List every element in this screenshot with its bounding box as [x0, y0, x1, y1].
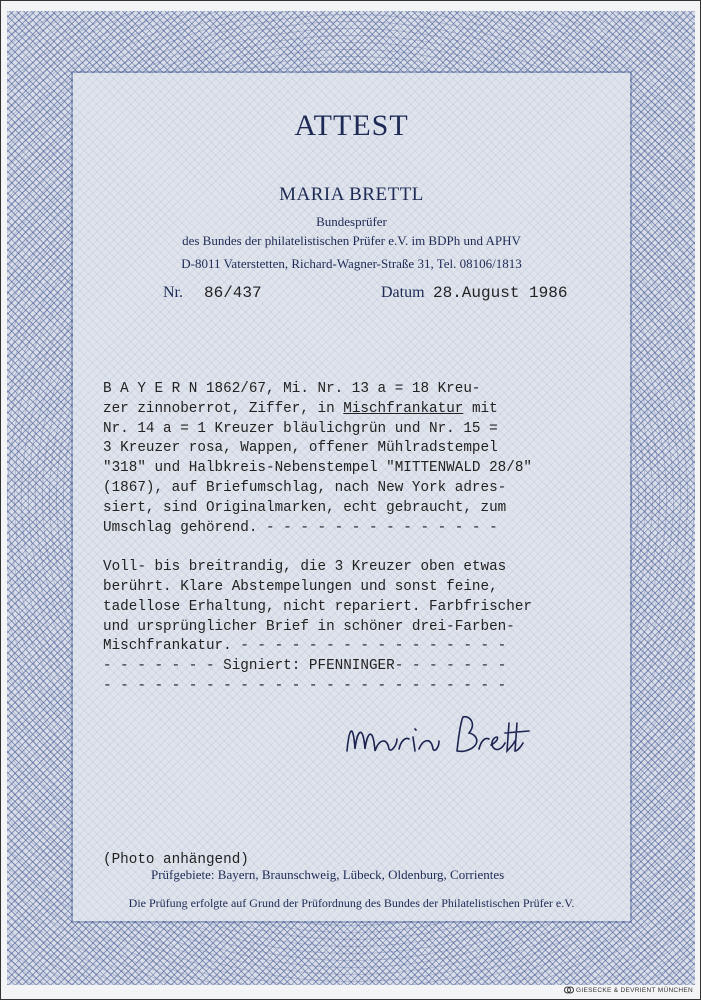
footer-note: Die Prüfung erfolgte auf Grund der Prüfordnung des Bundes der Philatelistischen Prüfer e.V. — [128, 896, 575, 910]
examination-areas: Prüfgebiete: Bayern, Braunschweig, Lübeck, Oldenburg, Corrientes — [151, 867, 505, 882]
photo-note: (Photo anhängend) — [103, 852, 249, 868]
body-line: tadellose Erhaltung, nicht repariert. Farbfrischer — [103, 598, 532, 615]
body-line: und ursprünglicher Brief in schöner drei-Farben- — [103, 618, 515, 635]
body-line: Nr. 14 a = 1 Kreuzer bläulichgrün und Nr. 15 = — [103, 420, 498, 437]
certificate-body — [103, 380, 603, 697]
body-line: siert, sind Originalmarken, echt gebraucht, zum — [103, 499, 507, 516]
body-line: 3 Kreuzer rosa, Wappen, offener Mühlradstempel — [103, 440, 498, 457]
number-label: Nr. — [163, 284, 183, 301]
body-line: "318" und Halbkreis-Nebenstempel "MITTENWALD 28/8" — [103, 460, 532, 477]
body-line-part: mit — [463, 400, 498, 417]
underlined-term: Mischfrankatur — [343, 400, 464, 417]
examiner-address: D-8011 Vaterstetten, Richard-Wagner-Straße 31, Tel. 08106/1813 — [181, 256, 522, 271]
body-line-part: zer zinnoberrot, Ziffer, in — [103, 400, 344, 417]
examiner-name: MARIA BRETTL — [279, 184, 424, 205]
date-value: 28.August 1986 — [433, 284, 568, 302]
body-line: Voll- bis breitrandig, die 3 Kreuzer oben etwas — [103, 559, 507, 576]
number-value: 86/437 — [204, 284, 262, 302]
date-label: Datum — [381, 284, 425, 301]
body-line: (1867), auf Briefumschlag, nach New York adres- — [103, 479, 507, 496]
paragraph-gap — [103, 538, 603, 558]
printer-logo-icon — [564, 986, 574, 994]
examiner-role: Bundesprüfer — [316, 214, 387, 229]
body-line: Mischfrankatur. - - - - - - - - - - - - - - - - — [103, 638, 507, 655]
printer-imprint: GIESECKE & DEVRIENT MÜNCHEN — [576, 987, 694, 994]
certificate-title: ATTEST — [294, 109, 409, 142]
body-line: B A Y E R N 1862/67, Mi. Nr. 13 a = 18 Kreu- — [103, 381, 481, 397]
body-line: - - - - - - - - - - - - - - - - - - - - - - - - — [103, 677, 507, 694]
handwritten-signature — [339, 709, 559, 769]
body-line: berührt. Klare Abstempelungen und sonst feine, — [103, 578, 498, 595]
body-line: - - - - - - - Signiert: PFENNINGER- - - - - - - — [103, 658, 507, 675]
examiner-association: des Bundes der philatelistischen Prüfer e.V. im BDPh und APHV — [182, 233, 521, 248]
body-line: Umschlag gehörend. - - - - - - - - - - - - - - — [103, 519, 498, 536]
body-line — [103, 400, 603, 420]
